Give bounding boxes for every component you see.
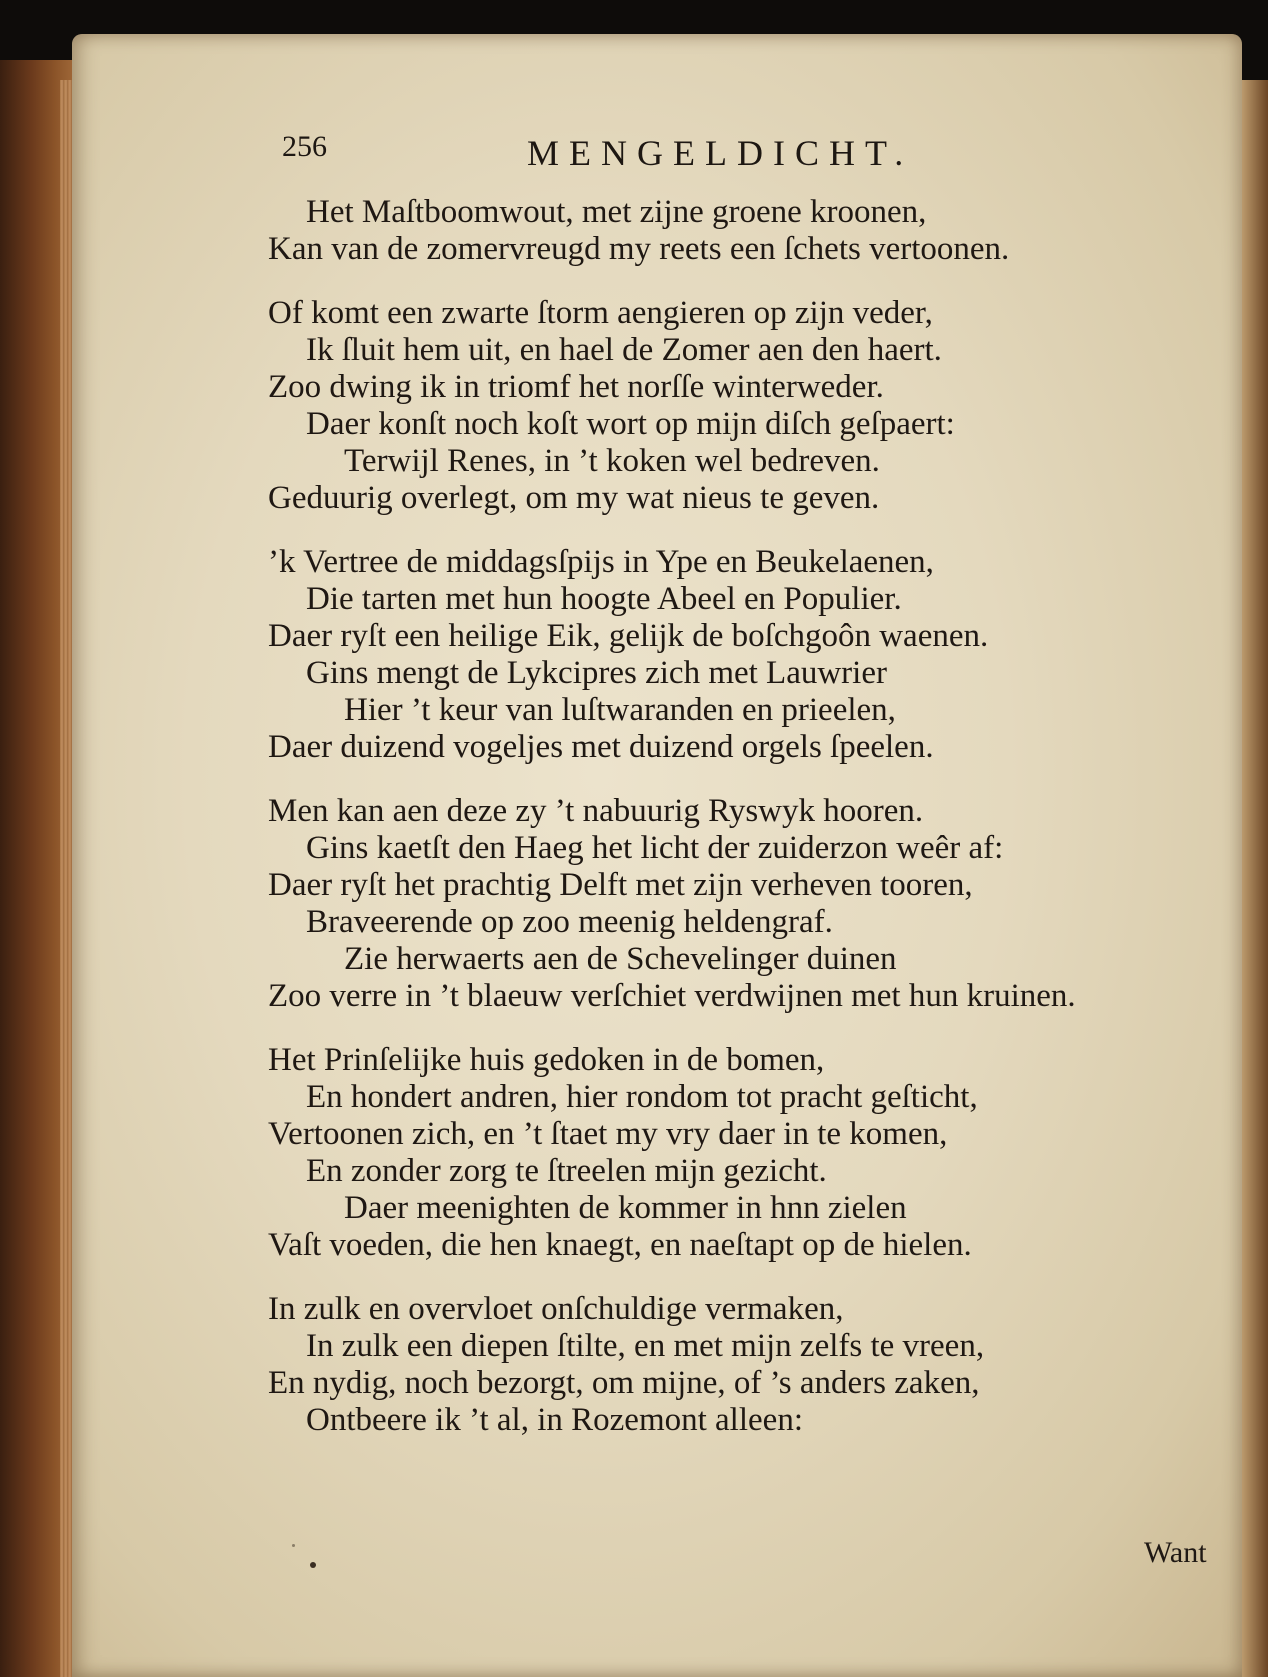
poem-line: Zoo dwing ik in triomf het norſſe winterweder. (268, 369, 884, 405)
poem-line: Het Prinſelijke huis gedoken in de bomen, (268, 1042, 825, 1078)
running-head (72, 130, 1242, 190)
poem-line: ’k Vertree de middagsſpijs in Ype en Beukelaenen, (268, 544, 934, 580)
catchword: Want (1144, 1536, 1207, 1569)
stanza (72, 1042, 1242, 1264)
ink-spot (292, 1544, 295, 1547)
poem-line: Geduurig overlegt, om my wat nieus te geven. (268, 480, 880, 516)
poem-line: Vertoonen zich, en ’t ſtaet my vry daer in te komen, (268, 1116, 948, 1152)
poem-line: In zulk een diepen ſtilte, en met mijn zelfs te vreen, (306, 1328, 985, 1364)
poem-line: Braveerende op zoo meenig heldengraf. (306, 904, 833, 940)
stanza (72, 1291, 1242, 1439)
book-page (72, 34, 1242, 1677)
poem-line: Daer konſt noch koſt wort op mijn diſch geſpaert: (306, 406, 955, 442)
stanza (72, 194, 1242, 268)
stanza (72, 295, 1242, 517)
page-number: 256 (282, 130, 327, 163)
poem-line: En hondert andren, hier rondom tot pracht geſticht, (306, 1079, 978, 1115)
poem-line: Men kan aen deze zy ’t nabuurig Ryswyk hooren. (268, 793, 924, 829)
poem-line: Vaſt voeden, die hen knaegt, en naeſtapt op de hielen. (268, 1227, 972, 1263)
poem-line: Gins mengt de Lykcipres zich met Lauwrier (306, 655, 887, 691)
poem-line: Gins kaetſt den Haeg het licht der zuiderzon weêr af: (306, 830, 1004, 866)
poem-body (72, 194, 1242, 1466)
poem-line: Ontbeere ik ’t al, in Rozemont alleen: (306, 1402, 803, 1438)
poem-line: Ik ſluit hem uit, en hael de Zomer aen den haert. (306, 332, 942, 368)
poem-line: Of komt een zwarte ſtorm aengieren op zijn veder, (268, 295, 933, 331)
poem-line: Die tarten met hun hoogte Abeel en Populier. (306, 581, 902, 617)
poem-line: Daer duizend vogeljes met duizend orgels ſpeelen. (268, 729, 934, 765)
poem-line: Zie herwaerts aen de Schevelinger duinen (344, 941, 897, 977)
poem-line: Hier ’t keur van luſtwaranden en prieelen, (344, 692, 896, 728)
poem-line: Terwijl Renes, in ’t koken wel bedreven. (344, 443, 880, 479)
poem-line: Daer ryſt een heilige Eik, gelijk de boſchgoôn waenen. (268, 618, 989, 654)
poem-line: En zonder zorg te ſtreelen mijn gezicht. (306, 1153, 827, 1189)
stanza (72, 793, 1242, 1015)
section-title: MENGELDICHT. (527, 133, 914, 173)
poem-line: Daer meenighten de kommer in hnn zielen (344, 1190, 907, 1226)
ink-spot (310, 1562, 316, 1568)
poem-line: En nydig, noch bezorgt, om mijne, of ’s anders zaken, (268, 1365, 980, 1401)
poem-line: In zulk en overvloet onſchuldige vermaken, (268, 1291, 844, 1327)
poem-line: Daer ryſt het prachtig Delft met zijn verheven tooren, (268, 867, 973, 903)
stanza (72, 544, 1242, 766)
poem-line: Kan van de zomervreugd my reets een ſchets vertoonen. (268, 231, 1010, 267)
poem-line: Zoo verre in ’t blaeuw verſchiet verdwijnen met hun kruinen. (268, 978, 1076, 1014)
poem-line: Het Maſtboomwout, met zijne groene kroonen, (306, 194, 927, 230)
